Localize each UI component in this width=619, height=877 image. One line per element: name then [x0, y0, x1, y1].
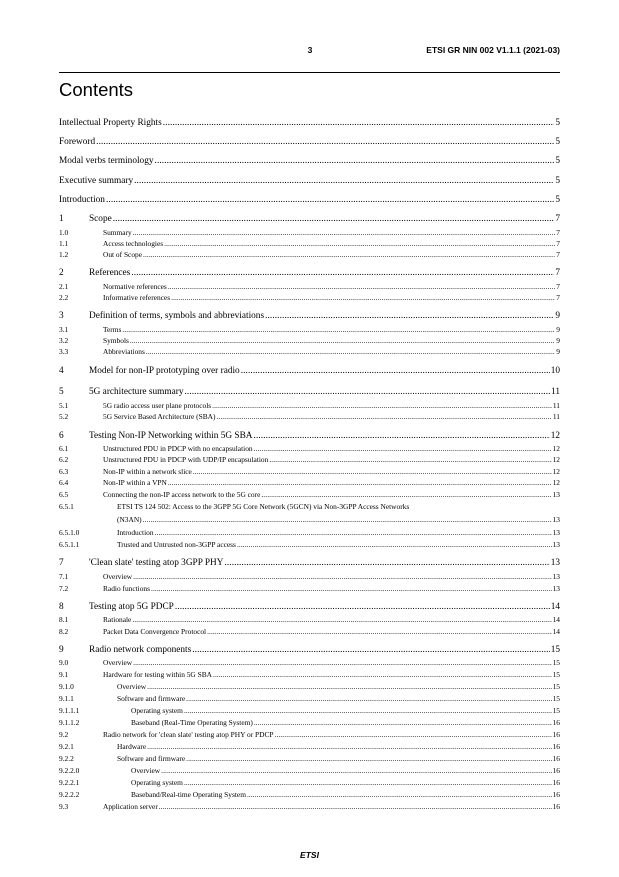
toc-entry-page: 15	[552, 670, 560, 679]
toc-entry-number: 6.5	[59, 490, 69, 499]
toc-entry-page: 7	[556, 293, 560, 302]
toc-entry-title: Testing Non-IP Networking within 5G SBA	[89, 431, 253, 441]
toc-entry-title: Overview	[117, 682, 147, 691]
toc-entry-title: 'Clean slate' testing atop 3GPP PHY	[89, 558, 224, 568]
toc-dot-leader	[269, 455, 551, 464]
toc-entry[interactable]	[59, 455, 560, 464]
toc-dot-leader	[133, 572, 551, 581]
toc-entry[interactable]	[59, 658, 560, 667]
toc-entry-number: 9.1.1	[59, 694, 74, 703]
toc-entry-title: ETSI TS 124 502: Access to the 3GPP 5G Core Network (5GCN) via Non-3GPP Access Networks	[117, 502, 410, 511]
toc-entry-title: Operating system	[131, 706, 183, 715]
toc-entry-title: Symbols	[103, 336, 129, 345]
toc-entry[interactable]	[59, 268, 560, 278]
toc-entry[interactable]	[59, 694, 560, 703]
toc-entry[interactable]	[59, 444, 560, 453]
toc-entry-page: 13	[550, 558, 560, 568]
toc-entry-number: 8.2	[59, 627, 69, 636]
toc-entry-number: 3.3	[59, 347, 69, 356]
toc-entry-page: 16	[552, 778, 560, 787]
toc-dot-leader	[151, 584, 552, 593]
toc-entry-title: Model for non-IP prototyping over radio	[89, 366, 240, 376]
toc-entry-number: 6.5.1.0	[59, 528, 80, 537]
toc-entry-title: Hardware for testing within 5G SBA	[103, 670, 212, 679]
toc-entry-page: 15	[550, 645, 560, 655]
toc-entry-page: 14	[552, 615, 560, 624]
toc-entry-title: Foreword	[59, 137, 96, 147]
toc-entry-title: Radio functions	[103, 584, 151, 593]
toc-entry[interactable]	[59, 766, 560, 775]
footer-logo-text: ETSI	[300, 850, 319, 860]
page-number: 3	[307, 45, 313, 55]
toc-entry-number: 9.1.0	[59, 682, 74, 691]
toc-entry-title: Baseband (Real-Time Operating System)	[131, 718, 253, 727]
toc-entry-title: (N3AN)	[117, 515, 142, 524]
toc-entry-title: Informative references	[103, 293, 171, 302]
toc-entry-number: 5	[59, 387, 64, 397]
toc-entry-title: Application server	[103, 802, 158, 811]
toc-entry[interactable]	[59, 602, 560, 612]
toc-dot-leader	[192, 645, 549, 655]
toc-entry-page: 14	[550, 602, 560, 612]
toc-entry-page: 14	[552, 627, 560, 636]
toc-dot-leader	[168, 282, 555, 291]
toc-entry-number: 4	[59, 366, 64, 376]
toc-dot-leader	[265, 311, 554, 321]
toc-entry-number: 6.5.1.1	[59, 540, 80, 549]
toc-entry-title: References	[89, 268, 131, 278]
toc-entry-number: 6.3	[59, 467, 69, 476]
toc-dot-leader	[133, 228, 556, 237]
toc-dot-leader	[213, 670, 552, 679]
toc-entry-number: 3	[59, 311, 64, 321]
toc-dot-leader	[261, 490, 551, 499]
toc-entry-page: 12	[550, 431, 560, 441]
toc-entry-number: 6.1	[59, 444, 69, 453]
toc-entry-number: 2.1	[59, 282, 69, 291]
toc-entry-number: 1.1	[59, 239, 69, 248]
toc-entry-title: Normative references	[103, 282, 167, 291]
toc-entry[interactable]	[59, 311, 560, 321]
toc-dot-leader	[143, 515, 552, 524]
toc-entry-title: Overview	[103, 658, 133, 667]
toc-entry-page: 15	[552, 682, 560, 691]
toc-entry-page: 9	[556, 347, 560, 356]
toc-entry-page: 9	[556, 325, 560, 334]
toc-entry[interactable]	[59, 336, 560, 345]
toc-entry-page: 7	[555, 214, 560, 224]
toc-dot-leader	[159, 802, 552, 811]
toc-dot-leader	[186, 694, 551, 703]
toc-dot-leader	[146, 347, 555, 356]
toc-entry[interactable]	[59, 682, 560, 691]
toc-entry[interactable]	[59, 156, 560, 166]
toc-entry-page: 7	[556, 228, 560, 237]
toc-entry-page: 12	[552, 455, 560, 464]
toc-dot-leader	[275, 730, 552, 739]
toc-entry-title: Abbreviations	[103, 347, 145, 356]
toc-entry-number: 6	[59, 431, 64, 441]
toc-entry[interactable]	[59, 282, 560, 291]
toc-entry-number: 6.2	[59, 455, 69, 464]
toc-entry-page: 11	[552, 412, 560, 421]
toc-entry-number: 8	[59, 602, 64, 612]
toc-dot-leader	[212, 401, 552, 410]
toc-entry[interactable]	[59, 176, 560, 186]
toc-entry-number: 9.2.1	[59, 742, 74, 751]
toc-entry[interactable]	[59, 412, 560, 421]
toc-entry-number: 7	[59, 558, 64, 568]
toc-entry-title: 5G radio access user plane protocols	[103, 401, 212, 410]
toc-entry[interactable]	[59, 478, 560, 487]
toc-entry[interactable]	[59, 228, 560, 237]
toc-entry[interactable]	[59, 528, 560, 537]
toc-entry-title: 5G architecture summary	[89, 387, 184, 397]
toc-entry-page: 5	[555, 118, 560, 128]
toc-dot-leader	[193, 467, 552, 476]
toc-entry-page: 13	[552, 540, 560, 549]
toc-entry[interactable]	[59, 490, 560, 499]
toc-entry-page: 16	[552, 742, 560, 751]
toc-entry-title: Definition of terms, symbols and abbreviations	[89, 311, 265, 321]
toc-entry[interactable]	[59, 558, 560, 568]
toc-dot-leader	[254, 444, 552, 453]
toc-entry[interactable]	[59, 118, 560, 128]
toc-entry-number: 2	[59, 268, 64, 278]
toc-entry-title: Modal verbs terminology	[59, 156, 154, 166]
toc-entry-title: Connecting the non-IP access network to the 5G core	[103, 490, 261, 499]
toc-entry-title: Introduction	[117, 528, 154, 537]
toc-entry[interactable]	[59, 790, 560, 799]
toc-entry[interactable]	[59, 718, 560, 727]
toc-entry-page: 5	[555, 176, 560, 186]
toc-entry-title: Summary	[103, 228, 132, 237]
toc-dot-leader	[247, 790, 552, 799]
toc-entry-title: Rationale	[103, 615, 132, 624]
toc-entry-page: 5	[555, 137, 560, 147]
toc-entry-title: Scope	[89, 214, 112, 224]
toc-entry-page: 16	[552, 730, 560, 739]
toc-entry-title: 5G Service Based Architecture (SBA)	[103, 412, 216, 421]
toc-entry[interactable]	[59, 670, 560, 679]
toc-dot-leader	[171, 293, 555, 302]
toc-entry-number: 9.1.1.2	[59, 718, 80, 727]
toc-entry[interactable]	[59, 467, 560, 476]
toc-entry-title: Radio network components	[89, 645, 192, 655]
toc-entry-page: 5	[555, 156, 560, 166]
toc-entry-page: 12	[552, 444, 560, 453]
toc-entry-title: Non-IP within a VPN	[103, 478, 167, 487]
toc-entry-number: 8.1	[59, 615, 69, 624]
toc-entry-number: 9.0	[59, 658, 69, 667]
toc-entry[interactable]	[59, 401, 560, 410]
toc-entry-page: 13	[552, 584, 560, 593]
toc-entry-title: Testing atop 5G PDCP	[89, 602, 174, 612]
toc-entry[interactable]	[59, 195, 560, 205]
toc-entry-title: Introduction	[59, 195, 105, 205]
toc-entry-page: 11	[552, 401, 560, 410]
toc-dot-leader	[254, 431, 550, 441]
toc-dot-leader	[163, 118, 555, 128]
toc-entry[interactable]	[59, 347, 560, 356]
toc-entry-title: Hardware	[117, 742, 147, 751]
toc-entry-page: 12	[552, 478, 560, 487]
toc-entry-number: 1	[59, 214, 64, 224]
toc-entry[interactable]	[59, 293, 560, 302]
toc-entry-number: 5.2	[59, 412, 69, 421]
toc-dot-leader	[113, 214, 555, 224]
toc-entry[interactable]	[59, 742, 560, 751]
toc-entry[interactable]	[59, 778, 560, 787]
toc-entry-number: 9.1.1.1	[59, 706, 80, 715]
toc-dot-leader	[147, 682, 551, 691]
toc-entry-page: 9	[556, 336, 560, 345]
toc-entry-title: Intellectual Property Rights	[59, 118, 162, 128]
toc-entry-number: 9.2	[59, 730, 69, 739]
toc-entry-number: 9.2.2.2	[59, 790, 80, 799]
toc-entry[interactable]	[59, 515, 560, 524]
toc-dot-leader	[155, 528, 552, 537]
toc-entry-title: Operating system	[131, 778, 183, 787]
toc-dot-leader	[106, 195, 554, 205]
toc-entry-number: 7.2	[59, 584, 69, 593]
toc-dot-leader	[155, 156, 555, 166]
toc-entry-number: 2.2	[59, 293, 69, 302]
toc-entry-number: 6.4	[59, 478, 69, 487]
toc-entry-number: 1.2	[59, 250, 69, 259]
toc-dot-leader	[134, 176, 554, 186]
toc-entry-title: Unstructured PDU in PDCP with no encapsulation	[103, 444, 253, 453]
toc-entry-number: 9.2.2.0	[59, 766, 80, 775]
page-title: Contents	[59, 79, 134, 100]
toc-entry-page: 13	[552, 515, 560, 524]
toc-entry[interactable]	[59, 431, 560, 441]
toc-entry-page: 16	[552, 802, 560, 811]
toc-entry-page: 11	[551, 387, 560, 397]
toc-dot-leader	[161, 766, 551, 775]
toc-entry[interactable]	[59, 502, 560, 511]
toc-dot-leader	[130, 336, 555, 345]
toc-entry-page: 9	[555, 311, 560, 321]
document-id: ETSI GR NIN 002 V1.1.1 (2021-03)	[426, 45, 560, 55]
toc-entry[interactable]	[59, 137, 560, 147]
toc-entry[interactable]	[59, 325, 560, 334]
toc-dot-leader	[122, 325, 555, 334]
toc-entry[interactable]	[59, 645, 560, 655]
toc-entry-page: 16	[552, 766, 560, 775]
toc-entry-page: 16	[552, 718, 560, 727]
toc-dot-leader	[186, 754, 551, 763]
toc-entry-page: 16	[552, 754, 560, 763]
toc-entry-number: 1.0	[59, 228, 69, 237]
toc-entry[interactable]	[59, 387, 560, 397]
toc-dot-leader	[224, 558, 549, 568]
toc-dot-leader	[184, 706, 552, 715]
toc-dot-leader	[184, 387, 550, 397]
toc-entry-number: 3.1	[59, 325, 69, 334]
toc-entry-title: Radio network for 'clean slate' testing atop PHY or PDCP	[103, 730, 274, 739]
toc-entry-title: Baseband/Real-time Operating System	[131, 790, 246, 799]
toc-entry-title: Out of Scope	[103, 250, 142, 259]
toc-entry[interactable]	[59, 706, 560, 715]
toc-entry-title: Trusted and Untrusted non-3GPP access	[117, 540, 236, 549]
toc-entry[interactable]	[59, 540, 560, 549]
toc-entry[interactable]	[59, 802, 560, 811]
toc-entry-title: Software and firmware	[117, 754, 186, 763]
toc-entry-number: 7.1	[59, 572, 69, 581]
toc-entry-number: 5.1	[59, 401, 69, 410]
toc-entry-page: 16	[552, 790, 560, 799]
toc-entry-number: 9.2.2.1	[59, 778, 80, 787]
toc-entry-title: Access technologies	[103, 239, 164, 248]
header-rule	[59, 72, 560, 73]
toc-entry[interactable]	[59, 754, 560, 763]
toc-entry-page: 13	[552, 528, 560, 537]
toc-dot-leader	[147, 742, 551, 751]
toc-entry-title: Overview	[103, 572, 133, 581]
toc-entry-page: 7	[556, 250, 560, 259]
toc-entry[interactable]	[59, 615, 560, 624]
toc-entry-number: 9.2.2	[59, 754, 74, 763]
toc-entry-page: 7	[555, 268, 560, 278]
toc-entry-number: 9.1	[59, 670, 69, 679]
toc-dot-leader	[184, 778, 552, 787]
toc-dot-leader	[216, 412, 551, 421]
toc-entry-number: 6.5.1	[59, 502, 74, 511]
toc-entry-title: Executive summary	[59, 176, 134, 186]
toc-entry-page: 7	[556, 239, 560, 248]
toc-entry-page: 10	[550, 366, 560, 376]
toc-entry-page: 15	[552, 694, 560, 703]
toc-entry-page: 15	[552, 706, 560, 715]
toc-entry[interactable]	[59, 239, 560, 248]
toc-entry-title: Unstructured PDU in PDCP with UDP/IP encapsulation	[103, 455, 269, 464]
toc-dot-leader	[164, 239, 555, 248]
toc-entry-title: Terms	[103, 325, 122, 334]
toc-dot-leader	[132, 615, 551, 624]
toc-entry-number: 9	[59, 645, 64, 655]
toc-entry-number: 3.2	[59, 336, 69, 345]
toc-entry[interactable]	[59, 627, 560, 636]
toc-entry-page: 5	[555, 195, 560, 205]
toc-entry-title: Overview	[131, 766, 161, 775]
toc-entry-page: 15	[552, 658, 560, 667]
toc-dot-leader	[131, 268, 554, 278]
toc-dot-leader	[237, 540, 552, 549]
toc-dot-leader	[241, 366, 550, 376]
toc-entry[interactable]	[59, 584, 560, 593]
toc-entry-number: 9.3	[59, 802, 69, 811]
toc-entry[interactable]	[59, 730, 560, 739]
toc-dot-leader	[168, 478, 552, 487]
toc-entry-title: Packet Data Convergence Protocol	[103, 627, 207, 636]
toc-dot-leader	[143, 250, 555, 259]
toc-entry-title: Software and firmware	[117, 694, 186, 703]
toc-entry-page: 13	[552, 490, 560, 499]
toc-entry[interactable]	[59, 366, 560, 376]
toc-dot-leader	[96, 137, 554, 147]
toc-dot-leader	[133, 658, 551, 667]
toc-entry-page: 7	[556, 282, 560, 291]
toc-entry-page: 13	[552, 572, 560, 581]
toc-entry[interactable]	[59, 250, 560, 259]
toc-dot-leader	[175, 602, 550, 612]
toc-entry[interactable]	[59, 214, 560, 224]
toc-dot-leader	[254, 718, 552, 727]
toc-entry[interactable]	[59, 572, 560, 581]
toc-entry-title: Non-IP within a network slice	[103, 467, 192, 476]
toc-entry-page: 12	[552, 467, 560, 476]
toc-dot-leader	[207, 627, 552, 636]
